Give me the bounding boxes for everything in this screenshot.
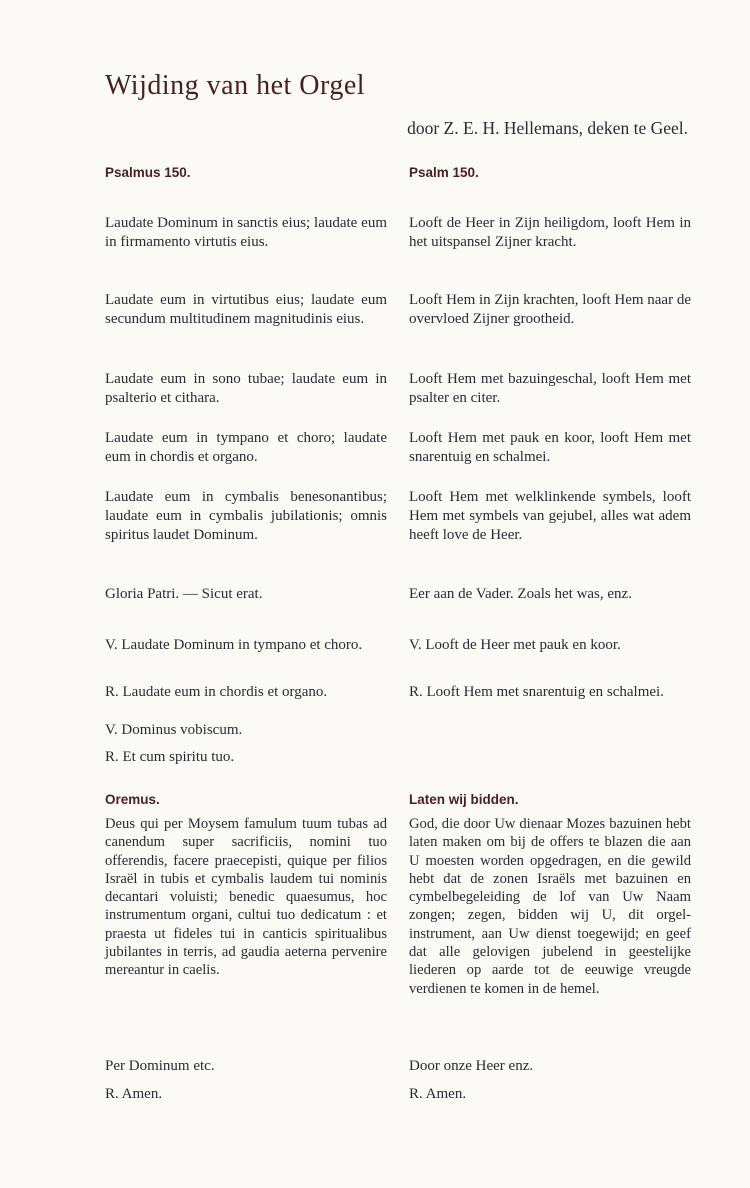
latin-verse-2: Laudate eum in virtutibus eius; laudate eum secundum multitudinem magnitudinis eius. bbox=[105, 292, 387, 327]
dutch-verse-4: Looft Hem met pauk en koor, looft Hem met snarentuig en schalmei. bbox=[409, 430, 691, 465]
dutch-prayer-heading: Laten wij bidden. bbox=[409, 792, 519, 807]
dutch-verse-5: Looft Hem met welklinkende symbels, looft Hem met symbels van gejubel, alles wat adem heeft love de Heer. bbox=[409, 489, 691, 543]
latin-versicle-1: V. Laudate Dominum in tympano et choro. bbox=[105, 637, 363, 653]
dutch-prayer: God, die door Uw dienaar Mozes bazuinen hebt laten maken om bij de offers te blazen die aan U moesten worden opgedragen, en die gewild hebt dat de zonen Israëls met bazuinen en cymbelbegeleiding de lof van Uw Naam zongen; zegen, bidden wij U, dit orgel-instrument, aan Uw dienst toegewijd; en geef dat alle gelovigen jubelend in geestelijke liederen op aarde tot de eeuwige vreugde verdienen te komen in de hemel. bbox=[409, 816, 691, 997]
dutch-heading: Psalm 150. bbox=[409, 165, 479, 180]
latin-verse-4: Laudate eum in tympano et choro; laudate eum in chordis et organo. bbox=[105, 430, 387, 465]
latin-versicle-2: V. Dominus vobiscum. bbox=[105, 722, 243, 738]
page-title: Wijding van het Orgel bbox=[105, 70, 366, 101]
dutch-verse-3: Looft Hem met bazuingeschal, looft Hem met psalter en citer. bbox=[409, 371, 691, 406]
latin-gloria: Gloria Patri. — Sicut erat. bbox=[105, 586, 263, 602]
dutch-amen: R. Amen. bbox=[409, 1086, 467, 1102]
dutch-gloria: Eer aan de Vader. Zoals het was, enz. bbox=[409, 586, 632, 602]
latin-response-1: R. Laudate eum in chordis et organo. bbox=[105, 684, 328, 700]
latin-prayer-heading: Oremus. bbox=[105, 792, 160, 807]
latin-response-2: R. Et cum spiritu tuo. bbox=[105, 749, 235, 765]
latin-heading: Psalmus 150. bbox=[105, 165, 191, 180]
dutch-versicle-1: V. Looft de Heer met pauk en koor. bbox=[409, 637, 621, 653]
latin-amen: R. Amen. bbox=[105, 1086, 163, 1102]
latin-verse-3: Laudate eum in sono tubae; laudate eum in psalterio et cithara. bbox=[105, 371, 387, 406]
dutch-closing: Door onze Heer enz. bbox=[409, 1058, 534, 1074]
latin-verse-1: Laudate Dominum in sanctis eius; laudate eum in firmamento virtutis eius. bbox=[105, 215, 387, 250]
latin-closing: Per Dominum etc. bbox=[105, 1058, 215, 1074]
dutch-verse-2: Looft Hem in Zijn krachten, looft Hem naar de overvloed Zijner grootheid. bbox=[409, 292, 691, 327]
author-line: door Z. E. H. Hellemans, deken te Geel. bbox=[407, 118, 688, 138]
dutch-verse-1: Looft de Heer in Zijn heiligdom, looft Hem in het uitspansel Zijner kracht. bbox=[409, 215, 691, 250]
latin-prayer: Deus qui per Moysem famulum tuum tubas ad canendum super sacrificiis, nomini tuo offerendis, facere praecepisti, quique per filios Israël in tubis et cymbalis laudem tui nominis decantari voluisti; benedic quaesumus, hoc instrumentum organi, cultui tuo dedicatum : et praesta ut fideles tui in canticis spiritualibus jubilantes in terris, ad gaudia aeterna pervenire mereantur in caelis. bbox=[105, 816, 387, 979]
dutch-response-1: R. Looft Hem met snarentuig en schalmei. bbox=[409, 684, 664, 700]
latin-verse-5: Laudate eum in cymbalis benesonantibus; laudate eum in cymbalis jubilationis; omnis spiritus laudet Dominum. bbox=[105, 489, 387, 543]
